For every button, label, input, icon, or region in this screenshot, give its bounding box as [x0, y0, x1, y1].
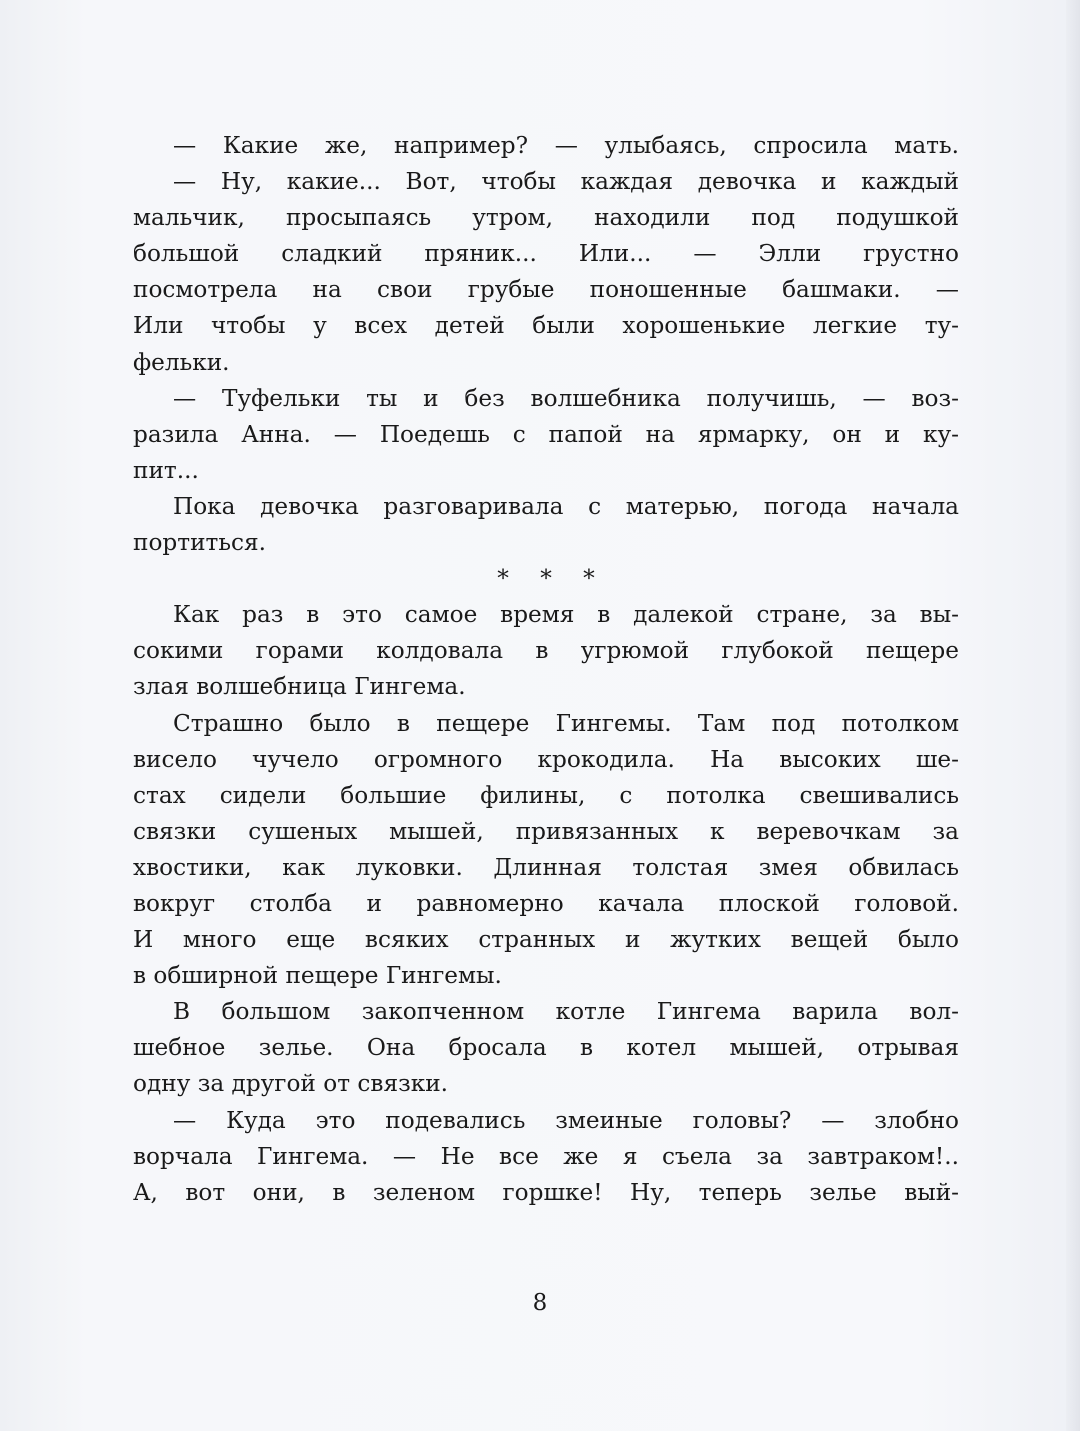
text-line: злая волшебница Гингема. — [133, 673, 466, 701]
text-line: пит... — [133, 456, 199, 484]
text-line: большой сладкий пряник... Или... — Элли грустно — [133, 240, 959, 268]
text-line: — Ну, какие... Вот, чтобы каждая девочка и каждый — [173, 168, 959, 196]
text-line: висело чучело огромного крокодила. На высоких ше- — [133, 745, 959, 773]
text-line: — Куда это подевались змеиные головы? — злобно — [173, 1106, 959, 1134]
text-line: Пока девочка разговаривала с матерью, погода начала — [173, 492, 959, 520]
page-number: 8 — [532, 1290, 548, 1316]
text-line: — Туфельки ты и без волшебника получишь, — воз- — [173, 384, 959, 412]
text-line: шебное зелье. Она бросала в котел мышей, отрывая — [133, 1034, 959, 1062]
page-text — [133, 128, 959, 1211]
text-line: вокруг столба и равномерно качала плоской головой. — [133, 889, 959, 917]
text-line: связки сушеных мышей, привязанных к веревочкам за — [133, 817, 959, 845]
section-separator: * * * — [497, 565, 607, 593]
text-line: стах сидели большие филины, с потолка свешивались — [133, 781, 959, 809]
text-line: И много еще всяких странных и жутких вещей было — [133, 926, 959, 954]
text-line: Или чтобы у всех детей были хорошенькие легкие ту- — [133, 312, 959, 340]
text-line: посмотрела на свои грубые поношенные башмаки. — — [133, 276, 959, 304]
text-line: разила Анна. — Поедешь с папой на ярмарку, он и ку- — [133, 420, 959, 448]
text-line: мальчик, просыпаясь утром, находили под подушкой — [133, 204, 959, 232]
text-line: сокими горами колдовала в угрюмой глубокой пещере — [133, 637, 959, 665]
text-line: в обширной пещере Гингемы. — [133, 962, 502, 990]
text-line: фельки. — [133, 348, 230, 376]
text-line: Страшно было в пещере Гингемы. Там под потолком — [173, 709, 959, 737]
text-line: портиться. — [133, 529, 266, 557]
text-line: А, вот они, в зеленом горшке! Ну, теперь зелье вый- — [133, 1178, 959, 1206]
text-line: хвостики, как луковки. Длинная толстая змея обвилась — [133, 853, 959, 881]
text-line: Как раз в это самое время в далекой стране, за вы- — [173, 601, 959, 629]
page-edge-shadow — [1066, 0, 1080, 1431]
text-line: — Какие же, например? — улыбаясь, спросила мать. — [173, 132, 959, 159]
text-line: ворчала Гингема. — Не все же я съела за завтраком!.. — [133, 1142, 959, 1170]
text-line: одну за другой от связки. — [133, 1070, 449, 1098]
text-line: В большом закопченном котле Гингема варила вол- — [173, 998, 959, 1026]
